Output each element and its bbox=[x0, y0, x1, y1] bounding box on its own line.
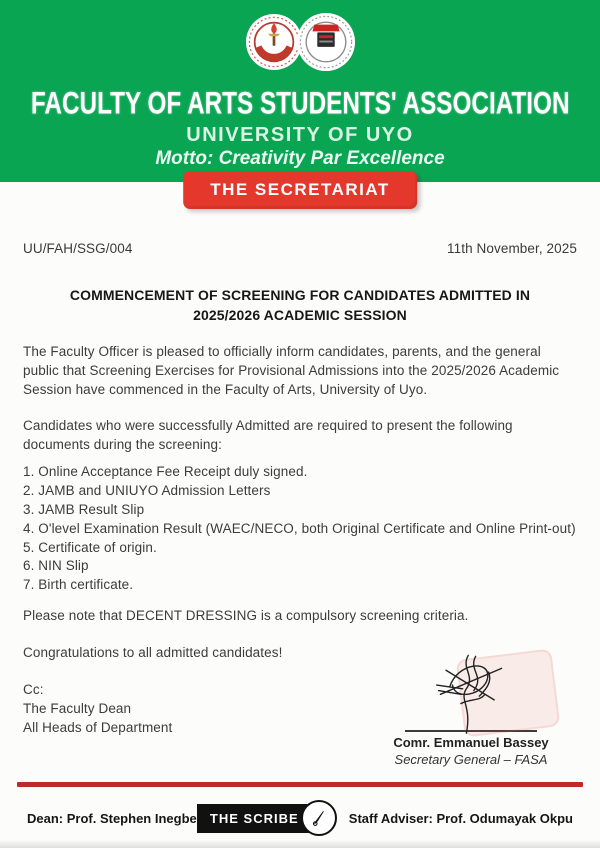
paragraph-requirements: Candidates who were successfully Admitted are required to present the following documents during the screening: bbox=[23, 418, 513, 453]
list-item: 6. NIN Slip bbox=[23, 558, 89, 574]
letter-date: 11th November, 2025 bbox=[447, 241, 577, 256]
list-item: 2. JAMB and UNIUYO Admission Letters bbox=[23, 482, 271, 498]
divider-rule bbox=[17, 782, 583, 787]
secretariat-banner: THE SECRETARIAT bbox=[183, 171, 417, 209]
scribe-badge-label: THE SCRIBE bbox=[209, 810, 299, 826]
list-item: 4. O'level Examination Result (WAEC/NECO, both Original Certificate and Online Print-out) bbox=[23, 520, 576, 536]
subject-line-1: COMMENCEMENT OF SCREENING FOR CANDIDATES ADMITTED IN bbox=[69, 286, 531, 303]
subject-line-2: 2025/2026 ACADEMIC SESSION bbox=[193, 307, 407, 324]
signatory-name: Comr. Emmanuel Bassey bbox=[393, 735, 549, 750]
signature-block bbox=[376, 648, 566, 769]
staff-adviser-credit: Staff Adviser: Prof. Odumayak Okpu bbox=[348, 810, 573, 826]
subject-heading bbox=[23, 285, 577, 326]
list-item: 5. Certificate of origin. bbox=[23, 539, 157, 555]
footer-bar bbox=[0, 799, 600, 837]
letterhead-logos bbox=[0, 12, 600, 72]
dress-code-note: Please note that DECENT DRESSING is a compulsory screening criteria. bbox=[23, 608, 469, 624]
list-item: 7. Birth certificate. bbox=[23, 577, 134, 593]
signature-scribble-icon bbox=[419, 648, 523, 736]
congratulations-text: Congratulations to all admitted candidates! bbox=[23, 645, 283, 661]
cc-item: All Heads of Department bbox=[23, 719, 173, 735]
fasa-crest-icon bbox=[296, 12, 356, 72]
reference-number: UU/FAH/SSG/004 bbox=[23, 241, 133, 256]
dean-credit: Dean: Prof. Stephen Inegbe bbox=[27, 810, 197, 826]
university-name: UNIVERSITY OF UYO bbox=[186, 124, 414, 146]
scribe-badge bbox=[197, 804, 321, 833]
list-item: 3. JAMB Result Slip bbox=[23, 501, 145, 517]
pen-nib-icon bbox=[301, 800, 337, 836]
list-item: 1. Online Acceptance Fee Receipt duly signed. bbox=[23, 463, 308, 479]
cc-item: The Faculty Dean bbox=[23, 700, 132, 716]
association-title: FACULTY OF ARTS STUDENTS' ASSOCIATION bbox=[30, 85, 570, 121]
documents-list bbox=[23, 463, 577, 595]
uniuyo-crest-icon bbox=[245, 13, 303, 71]
meta-row bbox=[23, 240, 577, 259]
letterhead bbox=[0, 0, 600, 182]
cc-label: Cc: bbox=[23, 681, 44, 697]
signatory-title: Secretary General – FASA bbox=[394, 751, 548, 767]
paragraph-intro: The Faculty Officer is pleased to officially inform candidates, parents, and the general public that Screening Exercises for Provisional Admissions into the 2025/2026 Academic Session have commenced in the Faculty of Arts, University of Uyo. bbox=[23, 344, 560, 398]
motto-text: Motto: Creativity Par Excellence bbox=[155, 148, 445, 169]
